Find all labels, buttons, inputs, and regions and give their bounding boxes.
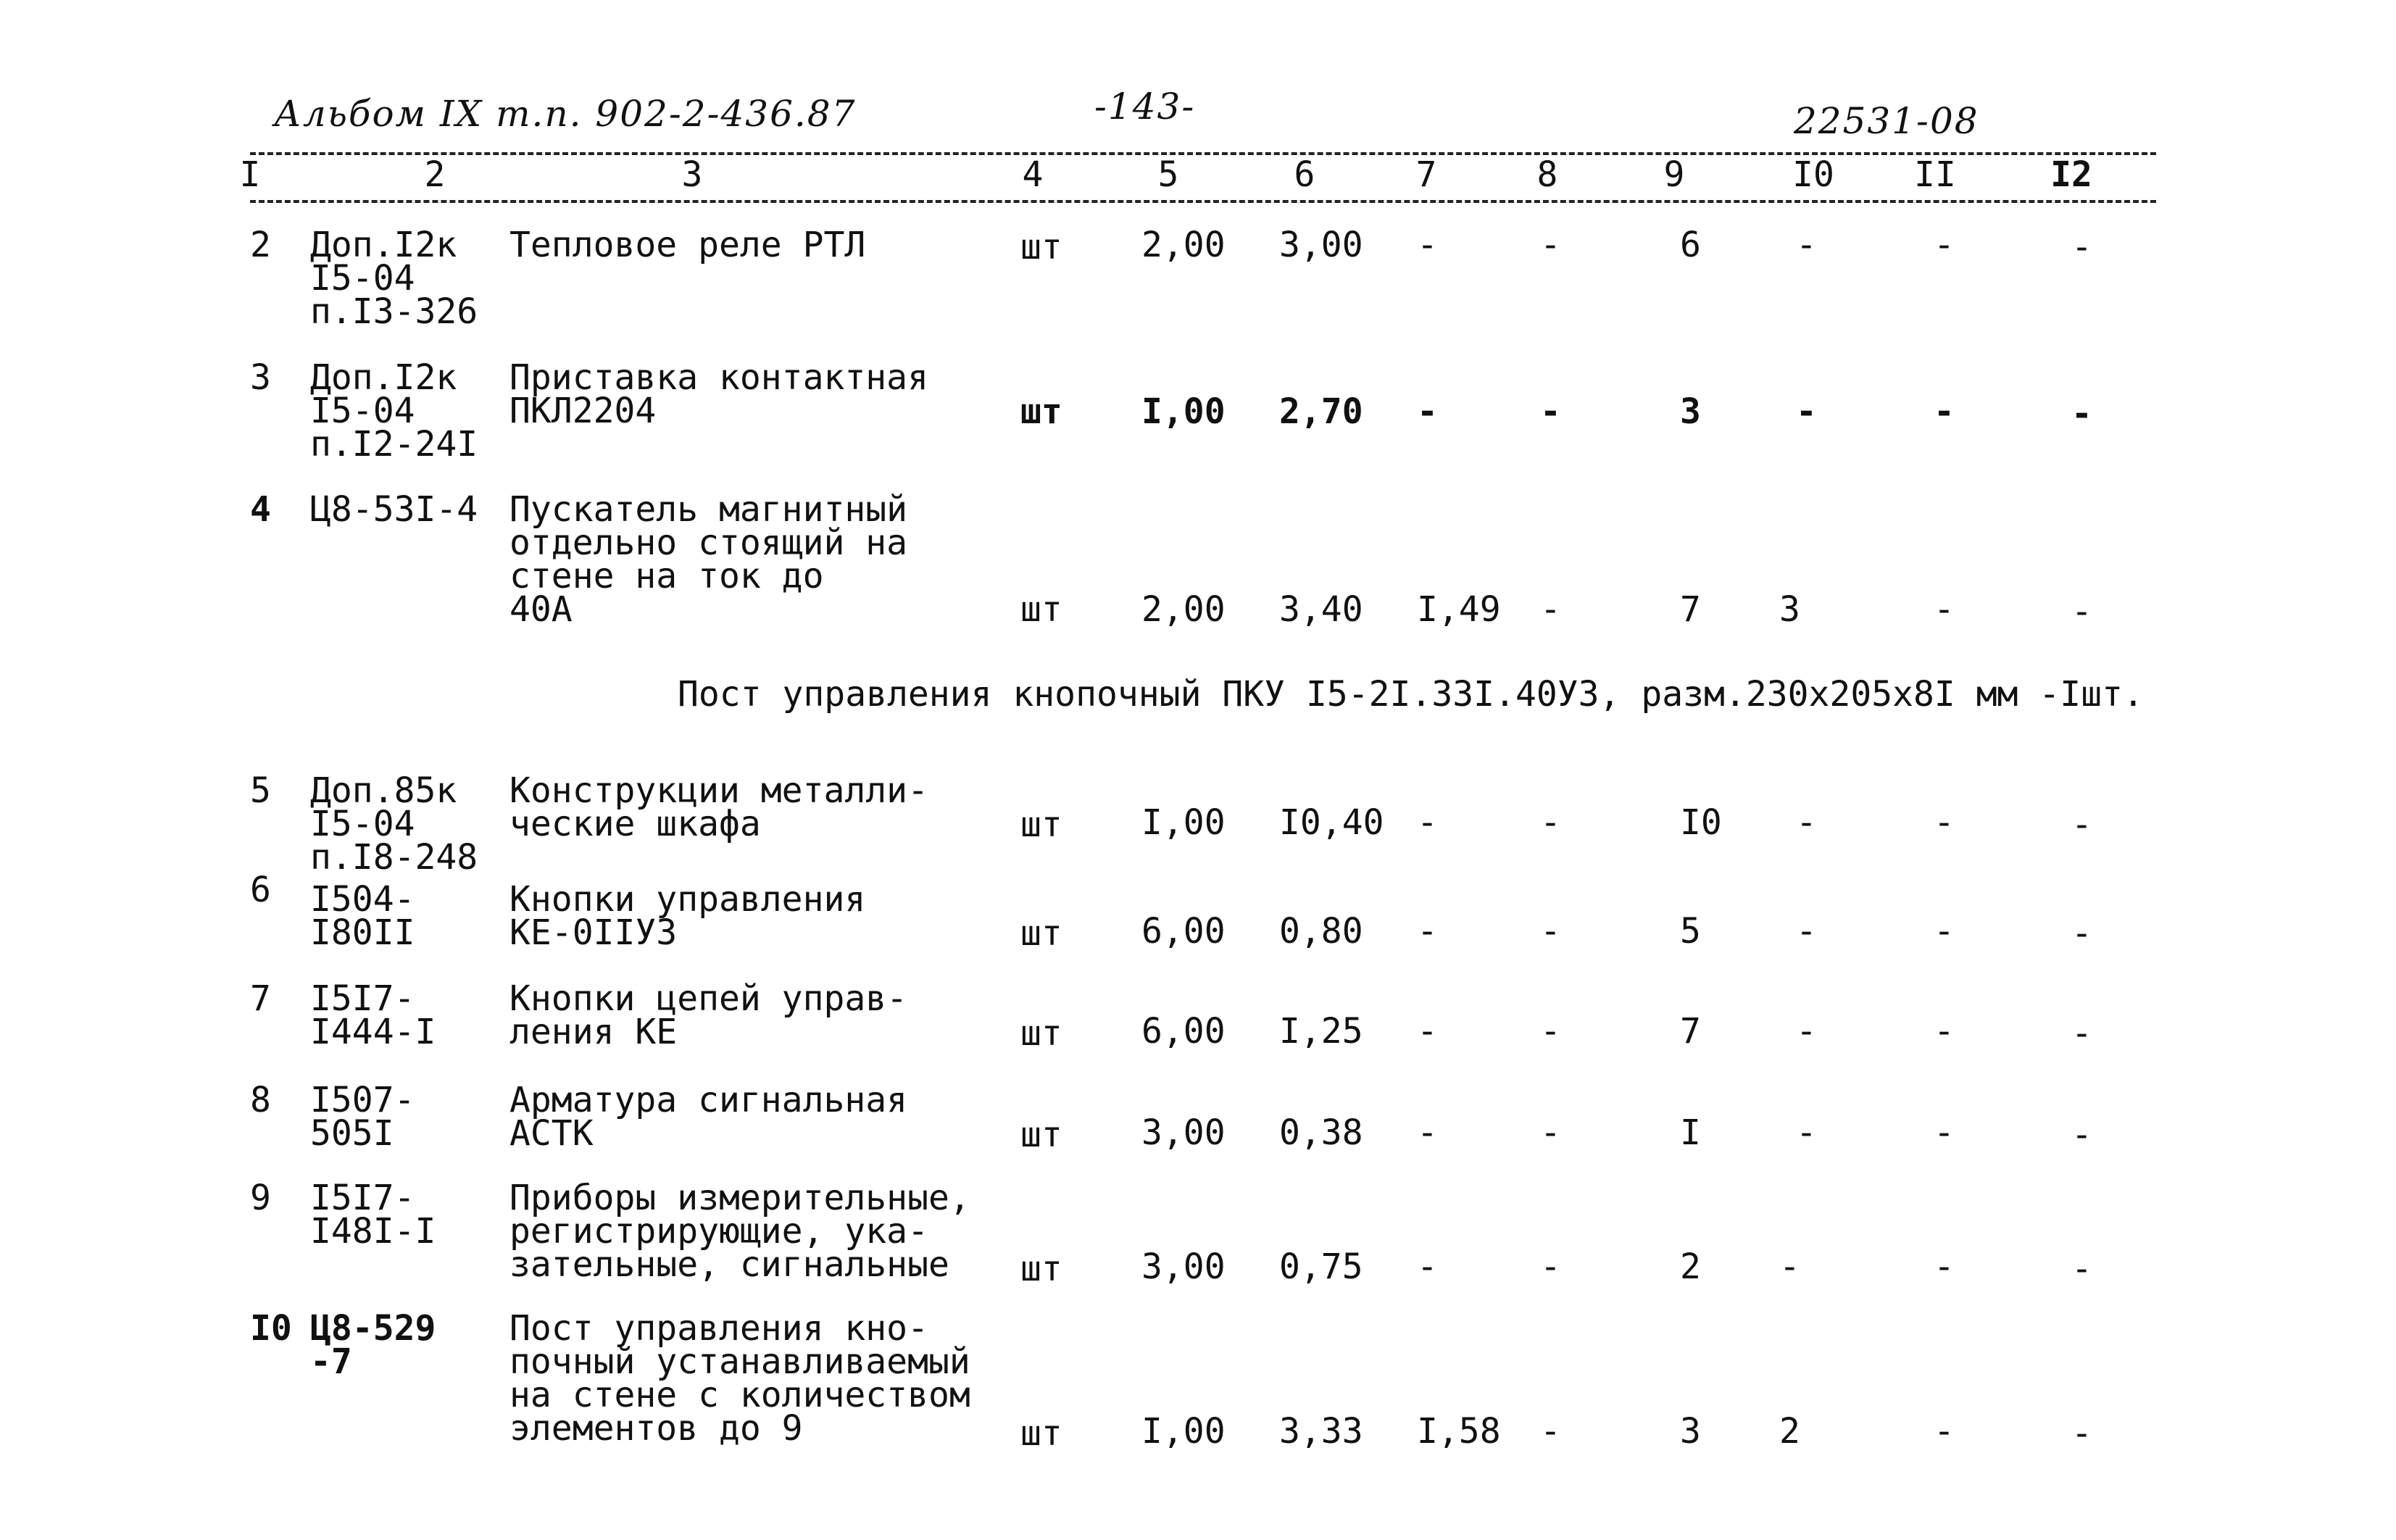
row-col11: -: [1934, 1112, 1955, 1153]
section-note: Пост управления кнопочный ПКУ I5-2I.33I.40У3, разм.230х205х8I мм -Iшт.: [678, 674, 2144, 715]
column-header-8: 8: [1536, 154, 1558, 195]
row-unit: шт: [1020, 804, 1062, 845]
row-col8: -: [1540, 911, 1561, 952]
row-code-line: Доп.85к: [310, 770, 457, 811]
row-col5: 2,00: [1141, 225, 1226, 265]
header-rule-top: [250, 152, 2156, 155]
row-col7: -: [1417, 1011, 1438, 1052]
row-col8: -: [1540, 802, 1561, 843]
row-code-line: -7: [310, 1341, 352, 1382]
row-col12: -: [2071, 1115, 2092, 1155]
row-name: [509, 879, 866, 953]
row-name-line: Конструкции металли-: [509, 770, 928, 811]
row-name: [509, 1308, 970, 1449]
row-col8: -: [1540, 1411, 1561, 1452]
row-number: 2: [250, 225, 271, 265]
row-code: [310, 1080, 415, 1154]
column-header-4: 4: [1022, 154, 1044, 195]
row-col7: -: [1417, 391, 1438, 432]
row-col5: 2,00: [1141, 589, 1226, 630]
row-col9: 7: [1680, 589, 1701, 630]
column-header-2: 2: [424, 154, 446, 195]
row-unit: шт: [1020, 1115, 1062, 1155]
row-name-line: ления КЕ: [509, 1012, 678, 1052]
row-name-line: зательные, сигнальные: [509, 1244, 949, 1285]
row-code: [310, 1308, 436, 1382]
row-code-line: I5I7-: [310, 978, 415, 1019]
row-code-line: п.I2-24I: [310, 424, 478, 465]
row-code-line: п.I8-248: [310, 837, 478, 878]
row-col9: I: [1680, 1112, 1701, 1153]
row-name-line: ПКЛ2204: [509, 391, 657, 431]
column-header-9: 9: [1663, 154, 1685, 195]
row-code-line: I507-: [310, 1080, 415, 1120]
row-col11: -: [1934, 911, 1955, 952]
row-code-line: I5I7-: [310, 1178, 415, 1218]
row-col10: -: [1796, 911, 1817, 952]
row-name-line: элементов до 9: [509, 1408, 803, 1449]
row-code-line: I5-04: [310, 258, 415, 299]
row-number: 3: [250, 357, 271, 398]
row-name-line: Пост управления кно-: [509, 1308, 928, 1349]
row-name-line: на стене с количеством: [509, 1375, 970, 1415]
row-col8: -: [1540, 589, 1561, 630]
row-col11: -: [1934, 391, 1955, 432]
row-col10: -: [1779, 1246, 1800, 1287]
row-code: [310, 978, 436, 1052]
column-header-10: I0: [1792, 154, 1834, 195]
row-col11: -: [1934, 1411, 1955, 1452]
row-code-line: Доп.I2к: [310, 357, 457, 398]
row-number: 5: [250, 770, 271, 811]
row-unit: шт: [1020, 589, 1062, 630]
row-code-line: I504-: [310, 879, 415, 920]
row-unit: шт: [1020, 391, 1062, 432]
row-number: I0: [250, 1308, 292, 1349]
row-col6: I,25: [1279, 1011, 1363, 1052]
row-name-line: АСТК: [509, 1113, 594, 1154]
row-col7: I,58: [1417, 1411, 1501, 1452]
row-number: 4: [250, 489, 271, 530]
row-name-line: КЕ-0IIУ3: [509, 912, 678, 953]
column-header-7: 7: [1415, 154, 1437, 195]
row-code: [310, 879, 415, 953]
row-col6: 3,00: [1279, 225, 1363, 265]
row-name-line: Кнопки управления: [509, 879, 866, 920]
row-col8: -: [1540, 1246, 1561, 1287]
row-unit: шт: [1020, 1013, 1062, 1054]
column-header-5: 5: [1157, 154, 1179, 195]
row-name: [509, 1178, 970, 1285]
column-header-11: II: [1914, 154, 1956, 195]
row-code-line: I5-04: [310, 391, 415, 431]
row-code-line: п.I3-326: [310, 291, 478, 332]
document-code: 22531-08: [1794, 100, 1979, 142]
page-number: -143-: [1094, 86, 1196, 128]
row-col6: 0,80: [1279, 911, 1363, 952]
row-name-line: Приставка контактная: [509, 357, 928, 398]
row-col7: I,49: [1417, 589, 1501, 630]
row-name: [509, 357, 928, 431]
row-col9: 3: [1680, 1411, 1701, 1452]
row-code: [310, 225, 478, 332]
row-col7: -: [1417, 1246, 1438, 1287]
row-col11: -: [1934, 802, 1955, 843]
row-col6: I0,40: [1279, 802, 1384, 843]
row-col6: 0,75: [1279, 1246, 1363, 1287]
row-name-line: Арматура сигнальная: [509, 1080, 908, 1120]
row-name-line: 40А: [509, 589, 573, 630]
album-reference: Альбом IX т.п. 902-2-436.87: [274, 93, 857, 135]
row-col5: 6,00: [1141, 1011, 1226, 1052]
row-code-line: Ц8-53I-4: [310, 489, 478, 530]
row-col9: 2: [1680, 1246, 1701, 1287]
column-header-12: I2: [2050, 154, 2092, 195]
row-col9: 6: [1680, 225, 1701, 265]
row-unit: шт: [1020, 1413, 1062, 1454]
row-col12: -: [2071, 804, 2092, 845]
row-col5: I,00: [1141, 391, 1226, 432]
row-col12: -: [2071, 1413, 2092, 1454]
row-code-line: 505I: [310, 1113, 394, 1154]
row-name-line: регистрирующие, ука-: [509, 1211, 928, 1252]
row-col10: 3: [1779, 589, 1800, 630]
row-name-line: ческие шкафа: [509, 804, 761, 844]
row-col6: 2,70: [1279, 391, 1363, 432]
row-name-line: стене на ток до: [509, 556, 824, 596]
row-unit: шт: [1020, 227, 1062, 267]
row-col6: 0,38: [1279, 1112, 1363, 1153]
row-code-line: Ц8-529: [310, 1308, 436, 1349]
row-unit: шт: [1020, 1249, 1062, 1289]
row-col10: -: [1796, 391, 1817, 432]
row-code: [310, 489, 478, 530]
row-name-line: Кнопки цепей управ-: [509, 978, 908, 1019]
row-col10: -: [1796, 225, 1817, 265]
row-col12: -: [2071, 1013, 2092, 1054]
row-col6: 3,40: [1279, 589, 1363, 630]
row-name-line: отдельно стоящий на: [509, 523, 908, 563]
row-name: [509, 225, 866, 265]
row-col9: I0: [1680, 802, 1722, 843]
row-col9: 7: [1680, 1011, 1701, 1052]
row-number: 8: [250, 1080, 271, 1120]
row-col10: 2: [1779, 1411, 1800, 1452]
row-col5: 3,00: [1141, 1246, 1226, 1287]
row-name-line: почный устанавливаемый: [509, 1341, 970, 1382]
row-code-line: I444-I: [310, 1012, 436, 1052]
row-unit: шт: [1020, 913, 1062, 954]
row-col9: 3: [1680, 391, 1701, 432]
row-col12: -: [2071, 227, 2092, 267]
row-code: [310, 770, 478, 878]
row-number: 6: [250, 870, 271, 910]
header-rule-bottom: [250, 200, 2156, 203]
row-col6: 3,33: [1279, 1411, 1363, 1452]
row-col11: -: [1934, 1246, 1955, 1287]
row-col8: -: [1540, 1011, 1561, 1052]
row-number: 7: [250, 978, 271, 1019]
row-col12: -: [2071, 1249, 2092, 1289]
row-name: [509, 770, 928, 844]
row-name: [509, 1080, 908, 1154]
row-col11: -: [1934, 225, 1955, 265]
row-col7: -: [1417, 225, 1438, 265]
row-code: [310, 1178, 436, 1252]
row-col5: 6,00: [1141, 911, 1226, 952]
row-col11: -: [1934, 1011, 1955, 1052]
row-col9: 5: [1680, 911, 1701, 952]
row-col5: I,00: [1141, 802, 1226, 843]
row-name-line: Тепловое реле РТЛ: [509, 225, 866, 265]
row-code-line: I5-04: [310, 804, 415, 844]
row-code-line: Доп.I2к: [310, 225, 457, 265]
row-number: 9: [250, 1178, 271, 1218]
row-name: [509, 978, 908, 1052]
row-col10: -: [1796, 802, 1817, 843]
row-name-line: Приборы измерительные,: [509, 1178, 970, 1218]
row-col10: -: [1796, 1011, 1817, 1052]
row-col12: -: [2071, 394, 2092, 434]
row-col10: -: [1796, 1112, 1817, 1153]
row-col8: -: [1540, 225, 1561, 265]
row-code-line: I48I-I: [310, 1211, 436, 1252]
row-code: [310, 357, 478, 465]
row-col7: -: [1417, 1112, 1438, 1153]
row-col12: -: [2071, 591, 2092, 632]
row-col5: 3,00: [1141, 1112, 1226, 1153]
row-col12: -: [2071, 913, 2092, 954]
column-header-3: 3: [681, 154, 703, 195]
row-col8: -: [1540, 391, 1561, 432]
row-col7: -: [1417, 911, 1438, 952]
row-col8: -: [1540, 1112, 1561, 1153]
row-name: [509, 489, 908, 630]
row-code-line: I80II: [310, 912, 415, 953]
row-col5: I,00: [1141, 1411, 1226, 1452]
row-col11: -: [1934, 589, 1955, 630]
column-header-1: I: [239, 154, 261, 195]
column-header-6: 6: [1294, 154, 1315, 195]
row-name-line: Пускатель магнитный: [509, 489, 908, 530]
row-col7: -: [1417, 802, 1438, 843]
